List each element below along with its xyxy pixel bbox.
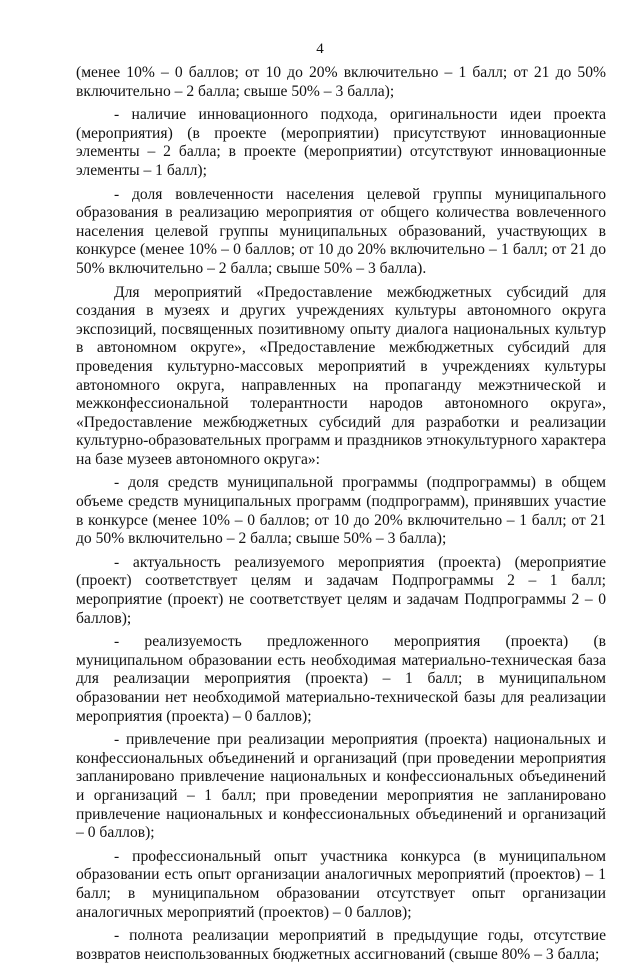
criterion-feasibility: - реализуемость предложенного мероприятия (проекта) (в муниципальном образовании есть необходимая материально-техническая база для реализации мероприятия (проекта) – 1 балл; в муниципальном образовании нет необходимой материально-технической базы для реализации мероприятия (проекта) – 0 баллов);: [76, 633, 606, 725]
paragraph-events-intro: Для мероприятий «Предоставление межбюджетных субсидий для создания в музеях и других учреждениях культуры автономного округа экспозиций, посвященных позитивному опыту диалога национальных культур в автономном округе», «Предоставление межбюджетных субсидий для проведения культурно-массовых мероприятий в учреждениях культуры автономного округа, направленных на пропаганду межэтнической и межконфессиональной толерантности народов автономного округа», «Предоставление межбюджетных субсидий для разработки и реализации культурно-образовательных программ и праздников этнокультурного характера на базе музеев автономного округа»:: [76, 283, 606, 468]
document-body: [76, 64, 606, 969]
criterion-population-share: - доля вовлеченности населения целевой группы муниципального образования в реализацию мероприятия от общего количества вовлеченного населения целевой группы муниципальных образований, участвующих в конкурсе (менее 10% – 0 баллов; от 10 до 20% включительно – 1 балл; от 21 до 50% включительно – 2 балла; свыше 50% – 3 балла).: [76, 185, 606, 277]
criterion-relevance: - актуальность реализуемого мероприятия (проекта) (мероприятие (проект) соответствует целям и задачам Подпрограммы 2 – 1 балл; мероприятие (проект) не соответствует целям и задачам Подпрограммы 2 – 0 баллов);: [76, 553, 606, 627]
paragraph-continuation: (менее 10% – 0 баллов; от 10 до 20% включительно – 1 балл; от 21 до 50% включительно – 2 балла; свыше 50% – 3 балла);: [76, 64, 606, 100]
criterion-completeness: - полнота реализации мероприятий в предыдущие годы, отсутствие возвратов неиспользованных бюджетных ассигнований (свыше 80% – 3 балла;: [76, 927, 606, 963]
criterion-program-funds-share: - доля средств муниципальной программы (подпрограммы) в общем объеме средств муниципальных программ (подпрограмм), принявших участие в конкурсе (менее 10% – 0 баллов; от 10 до 20% включительно – 1 балл; от 21 до 50% включительно – 2 балла; свыше 50% – 3 балла);: [76, 474, 606, 548]
criterion-involvement: - привлечение при реализации мероприятия (проекта) национальных и конфессиональных объединений и организаций (при проведении мероприятия запланировано привлечение национальных и конфессиональных объединений и организаций – 1 балл; при проведении мероприятия не запланировано привлечение национальных и конфессиональных объединений и организаций – 0 баллов);: [76, 731, 606, 842]
criterion-experience: - профессиональный опыт участника конкурса (в муниципальном образовании есть опыт организации аналогичных мероприятий (проектов) – 1 балл; в муниципальном образовании отсутствует опыт организации аналогичных мероприятий (проектов) – 0 баллов);: [76, 847, 606, 921]
criterion-innovation: - наличие инновационного подхода, оригинальности идеи проекта (мероприятия) (в проекте (мероприятии) присутствуют инновационные элементы – 2 балла; в проекте (мероприятии) отсутствуют инновационные элементы – 1 балл);: [76, 106, 606, 179]
page-number: 4: [316, 41, 324, 57]
